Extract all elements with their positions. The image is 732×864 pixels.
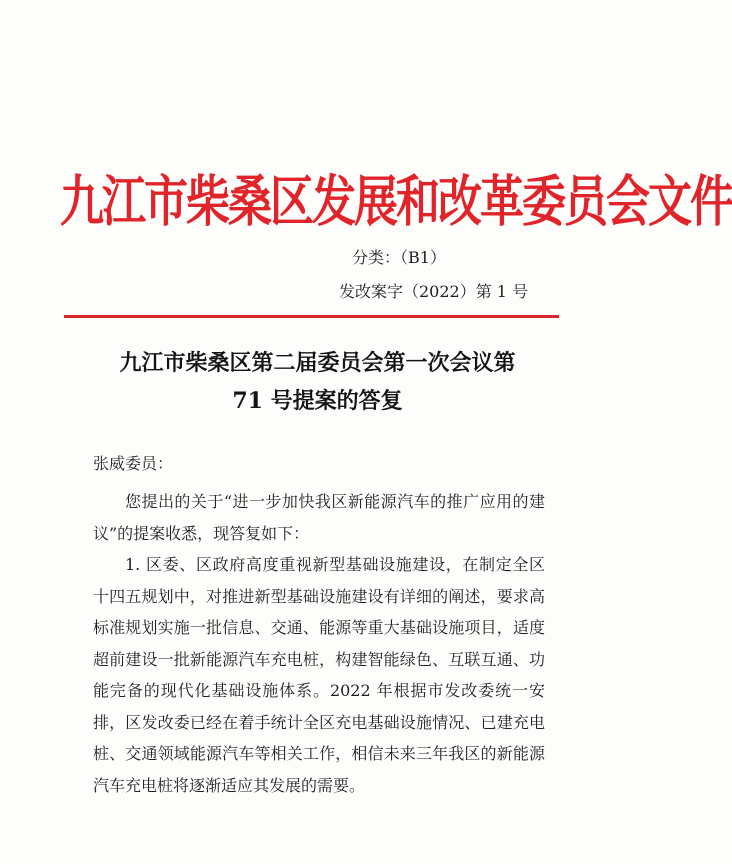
classification-label: 分类：（B1） (352, 248, 446, 267)
body-paragraph: 1. 区委、区政府高度重视新型基础设施建设，在制定全区十四五规划中，对推进新型基础设施建设有详细的阐述，要求高标准规划实施一批信息、交通、能源等重大基础设施项目，适度超前建设一批新能源汽车充电桩，构建智能绿色、互联互通、功能完备的现代化基础设施体系。2022 年根据市发改委统一安排，区发改委已经在着手统计全区充电基础设施情况、已建充电桩、交通领域能源汽车等相关工作，相信未来三年我区的新能源汽车充电桩将逐渐适应其发展的需要。 (93, 555, 545, 795)
document-title-line-1: 九江市柴桑区第二届委员会第一次会议第 (119, 350, 516, 376)
document-title (80, 344, 555, 420)
body-text (93, 486, 545, 801)
issuer-header-title: 九江市柴桑区发展和改革委员会文件 (60, 170, 732, 235)
document-title-line-2: 71 号提案的答复 (232, 388, 403, 414)
body-paragraph: 您提出的关于“进一步加快我区新能源汽车的推广应用的建议”的提案收悉，现答复如下： (93, 492, 545, 543)
red-divider-rule (64, 315, 559, 318)
salutation: 张威委员： (93, 454, 174, 473)
document-number: 发改案字（2022）第 1 号 (339, 282, 529, 301)
